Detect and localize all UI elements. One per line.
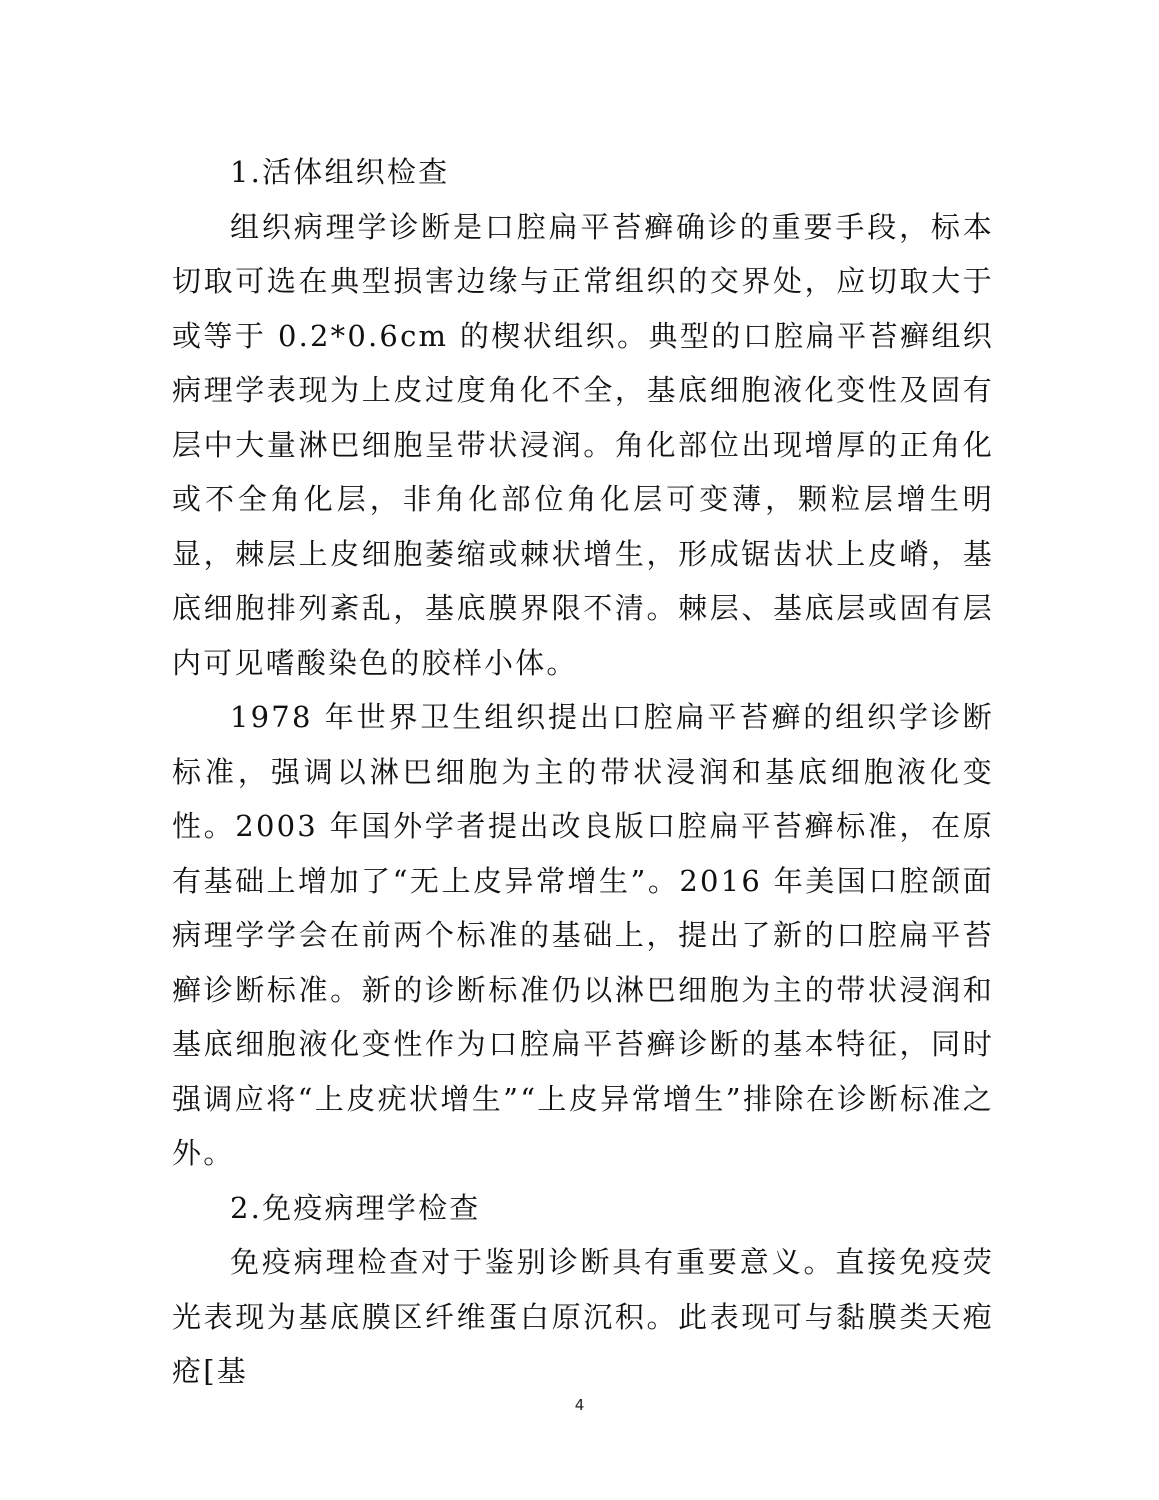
paragraph-diagnostic-criteria: 1978 年世界卫生组织提出口腔扁平苔癣的组织学诊断标准，强调以淋巴细胞为主的带状浸润和基底细胞液化变性。2003 年国外学者提出改良版口腔扁平苔癣标准，在原有基础上增加了“无上皮异常增生”。2016 年美国口腔颌面病理学学会在前两个标准的基础上，提出了新的口腔扁平苔癣诊断标准。新的诊断标准仍以淋巴细胞为主的带状浸润和基底细胞液化变性作为口腔扁平苔癣诊断的基本特征，同时强调应将“上皮疣状增生”“上皮异常增生”排除在诊断标准之外。 xyxy=(172,700,994,1170)
paragraph-histopathology: 组织病理学诊断是口腔扁平苔癣确诊的重要手段，标本切取可选在典型损害边缘与正常组织的交界处，应切取大于或等于 0.2*0.6cm 的楔状组织。典型的口腔扁平苔癣组织病理学表现为上皮过度角化不全，基底细胞液化变性及固有层中大量淋巴细胞呈带状浸润。角化部位出现增厚的正角化或不全角化层，非角化部位角化层可变薄，颗粒层增生明显，棘层上皮细胞萎缩或棘状增生，形成锯齿状上皮嵴，基底细胞排列紊乱，基底膜界限不清。棘层、基底层或固有层内可见嗜酸染色的胶样小体。 xyxy=(172,209,994,680)
section-heading-biopsy: 1.活体组织检查 xyxy=(230,155,450,189)
document-body xyxy=(172,145,994,1399)
section-heading-immunopathology: 2.免疫病理学检查 xyxy=(230,1190,481,1225)
page-number: 4 xyxy=(574,1396,585,1414)
paragraph-immunopathology: 免疫病理检查对于鉴别诊断具有重要意义。直接免疫荧光表现为基底膜区纤维蛋白原沉积。此表现可与黏膜类天疱疮[基 xyxy=(172,1245,994,1388)
